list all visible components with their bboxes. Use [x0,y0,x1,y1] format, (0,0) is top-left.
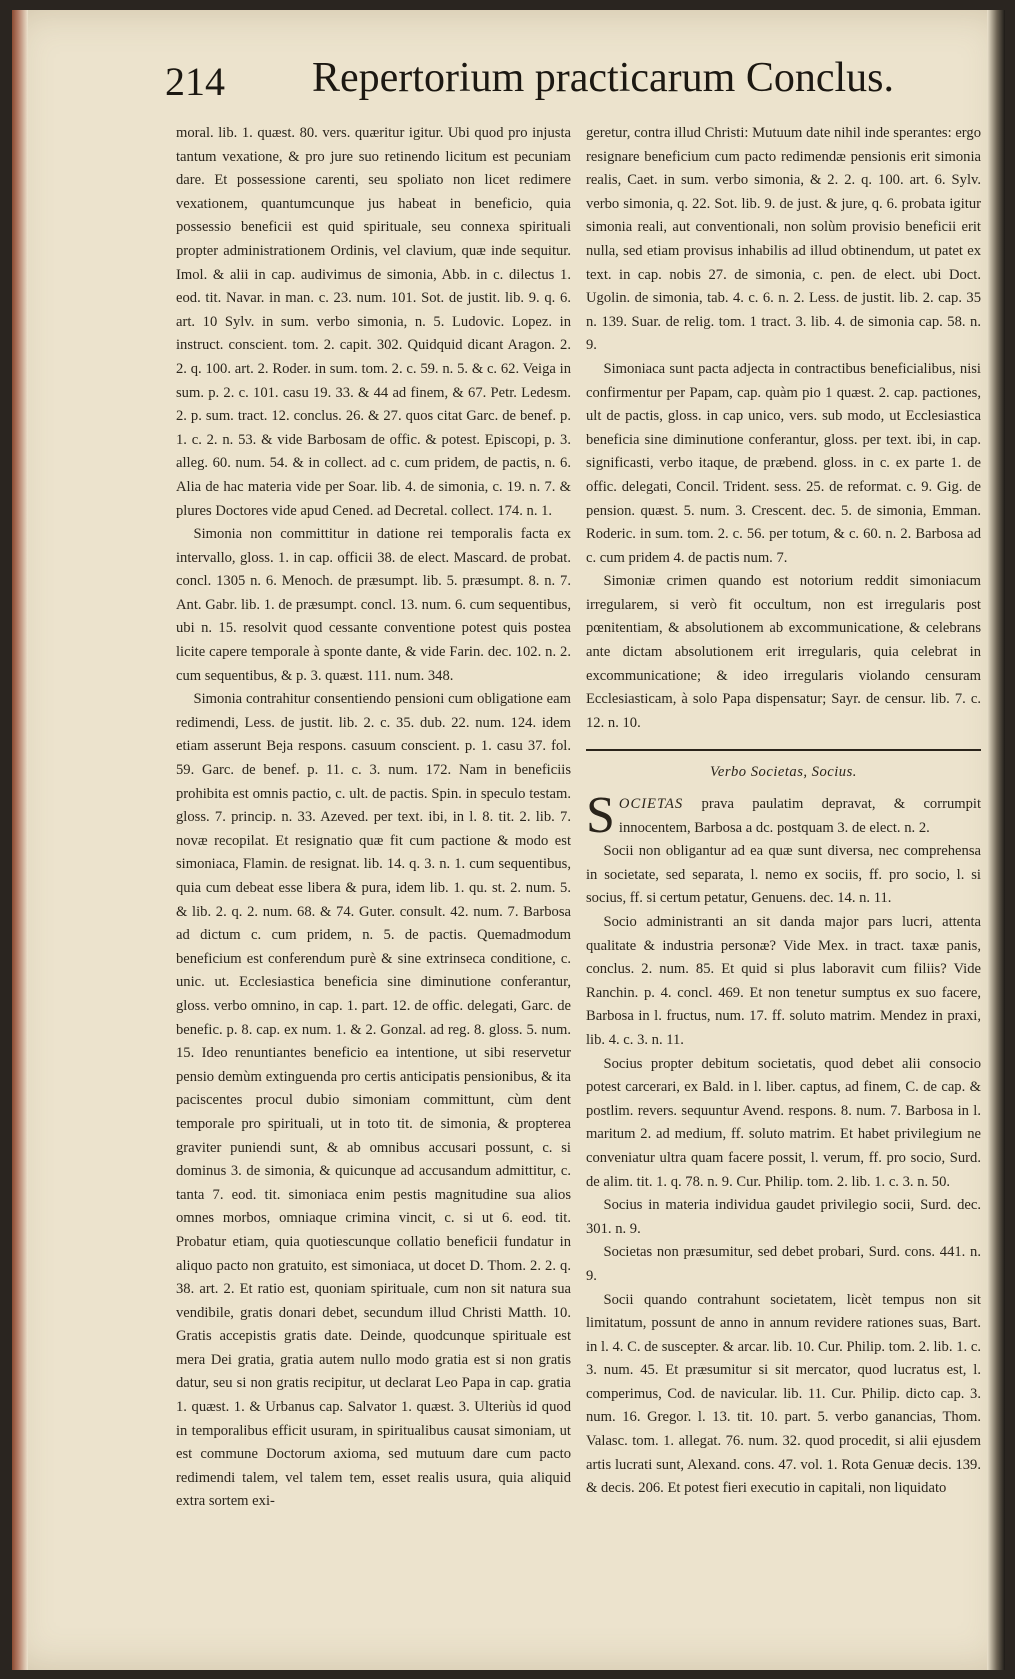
left-paragraph-1: moral. lib. 1. quæst. 80. vers. quæritur igitur. Ubi quod pro injusta tantum vexatione, & pro jure suo retinendo licitum est pecuniam dare. Et possessione carenti, seu spoliato non licet redimere vexationem, quantumcunque jus habeat in beneficio, quia possessio beneficii est quid spirituale, seu connexa spirituali propter administrationem Ordinis, vel clavium, quæ inde sequitur. Imol. & alii in cap. audivimus de simonia, Abb. in c. dilectus 1. eod. tit. Navar. in man. c. 23. num. 101. Sot. de justit. lib. 9. q. 6. art. 10 Sylv. in sum. verbo simonia, n. 5. Ludovic. Lopez. in instruct. conscient. tom. 2. capit. 302. Quidquid dicant Aragon. 2. 2. q. 100. art. 2. Roder. in sum. tom. 2. c. 59. n. 5. & c. 62. Veiga in sum. p. 2. c. 101. casu 19. 33. & 44 ad finem, & 67. Petr. Ledesm. 2. p. sum. tract. 12. conclus. 26. & 27. quos citat Garc. de benef. p. 1. c. 2. n. 53. & vide Barbosam de offic. & potest. Episcopi, p. 3. alleg. 60. num. 54. & in collect. ad c. cum pridem, de pactis, n. 6. Alia de hac materia vide per Soar. lib. 4. de simonia, c. 19. n. 7. & plures Doctores vide apud Cened. ad Decretal. collect. 174. n. 1. [176,125,571,519]
section-divider [586,749,981,751]
drop-capital: S [586,787,615,845]
page-number: 214 [165,59,225,104]
section-paragraph-5: Socius in materia individua gaudet privilegio socii, Surd. dec. 301. n. 9. [586,1197,981,1237]
left-column [176,122,571,1652]
section-opening-paragraph [586,787,981,845]
page-fore-edge [987,10,1005,1670]
page-gutter-edge [12,10,28,1670]
section-paragraph-4: Socius propter debitum societatis, quod debet alii consocio potest carcerari, ex Bald. in l. liber. captus, ad finem, C. de cap. & postlim. revers. sequuntur Avend. respons. 8. num. 7. Barbosa in l. maritum 2. ad medium, ff. soluto matrim. Et habet privilegium ne conveniatur ultra quam facere possit, l. verum, ff. pro socio, Surd. de alim. tit. 1. q. 78. n. 9. Cur. Philip. tom. 2. lib. 1. c. 3. n. 50. [586,1055,981,1190]
right-column [586,122,981,1652]
left-paragraph-2: Simonia non committitur in datione rei temporalis facta ex intervallo, gloss. 1. in cap. officii 38. de elect. Mascard. de probat. concl. 1305 n. 6. Menoch. de præsumpt. lib. 5. præsumpt. 8. n. 7. Ant. Gabr. lib. 1. de præsumpt. concl. 13. num. 6. cum sequentibus, ubi n. 15. resolvit quod cessante conventione potest quis postea licite capere temporale à sponte dante, & vide Farin. dec. 102. n. 2. cum sequentibus, & p. 3. quæst. 111. num. 348. [176,526,571,684]
section-paragraph-7: Socii quando contrahunt societatem, licèt tempus non sit limitatum, possunt de anno in annum revidere rationes suas, Bart. in l. 4. C. de suscepter. & arcar. lib. 10. Cur. Philip. tom. 2. lib. 1. c. 3. num. 45. Et præsumitur si sit mercator, quod lucratus est, l. comperimus, Cod. de navicular. lib. 11. Cur. Philip. dicto cap. 3. num. 16. Gregor. l. 13. tit. 10. part. 5. verbo ganancias, Thom. Valasc. tom. 1. allegat. 76. num. 32. quod procedit, si alii ejusdem artis lucrati sunt, Alexand. cons. 47. vol. 1. Rota Genuæ decis. 139. & decis. 206. Et potest fieri executio in capitali, non liquidato [586,1291,981,1497]
opening-text: prava paulatim depravat, & corrumpit innocentem, Barbosa a dc. postquam 3. de elect. n. 2. [618,796,981,836]
running-head: Repertorium practicarum Conclus. [312,55,894,101]
section-heading: Verbo Societas, Socius. [710,764,857,781]
right-paragraph-2: Simoniaca sunt pacta adjecta in contractibus beneficialibus, nisi confirmentur per Papam, cap. quàm pio 1 quæst. 2. cap. pactiones, ult de pactis, gloss. in cap unico, vers. sub modo, ut Ecclesiastica beneficia sine diminutione conferantur, gloss. per text. ibi, in cap. significasti, verbo itaque, de præbend. gloss. in c. ex parte 1. de offic. delegati, Concil. Trident. sess. 25. de reformat. c. 9. Gig. de pension. quæst. 5. num. 3. Crescent. dec. 5. de simonia, Emman. Roderic. in sum. tom. 2. c. 56. per totum, & c. 60. n. 2. Barbosa ad c. cum pridem 4. de pactis num. 7. [586,360,981,566]
section-paragraph-3: Socio administranti an sit danda major pars lucri, attenta qualitate & industria personæ? Vide Mex. in tract. taxæ panis, conclus. 2. num. 85. Et quid si plus laboravit cum filiis? Vide Ranchin. p. 4. concl. 469. Et non tenetur sumptus ex suo facere, Barbosa in l. fructus, num. 17. ff. soluto matrim. Mendez in praxi, lib. 4. c. 3. n. 11. [586,914,981,1048]
section-paragraph-6: Societas non præsumitur, sed debet probari, Surd. cons. 441. n. 9. [586,1244,981,1284]
lead-word: OCIETAS [618,796,684,813]
section-paragraph-2: Socii non obligantur ad ea quæ sunt diversa, nec comprehensa in societate, sed separata, l. nemo ex sociis, ff. pro socio, l. si socius, ff. si certum petatur, Genuens. dec. 14. n. 11. [586,843,981,907]
right-paragraph-3: Simoniæ crimen quando est notorium reddit simoniacum irregularem, si verò fit occultum, non est irregularis post pœnitentiam, & absolutionem ab excommunicatione, & celebrans ante dictam absolutionem erit irregularis, quia celebrat in excommunicatione; & ideo irregularis violando censuram Ecclesiasticam, à solo Papa dispensatur; Sayr. de censur. lib. 7. c. 12. n. 10. [586,573,981,731]
left-paragraph-3: Simonia contrahitur consentiendo pensioni cum obligatione eam redimendi, Less. de justit. lib. 2. c. 35. dub. 22. num. 124. idem etiam asserunt Beja respons. casuum conscient. p. 1. casu 37. fol. 59. Garc. de benef. p. 11. c. 3. num. 172. Nam in beneficiis prohibita est omnis pactio, c. ult. de pactis. Spin. in speculo testam. gloss. 7. princip. n. 33. Azeved. per text. ibi, in l. 8. tit. 2. lib. 7. novæ recopilat. Et resignatio quæ fit cum pactione & modo est simoniaca, Flamin. de resignat. lib. 14. q. 3. n. 1. cum sequentibus, quia cum debeat esse libera & pura, idem lib. 1. qu. st. 2. num. 5. & lib. 2. q. 2. num. 68. & 74. Guter. consult. 42. num. 7. Barbosa ad dictum c. cum pridem, n. 5. de pactis. Quemadmodum beneficium est conferendum purè & sine extrinseca conditione, c. unic. ut. Ecclesiastica beneficia sine diminutione conferantur, gloss. verbo omnino, in cap. 1. part. 12. de offic. delegati, Garc. de benefic. p. 8. cap. ex num. 1. & 2. Gonzal. ad reg. 8. gloss. 5. num. 15. Ideo renuntiantes beneficio ea intentione, ut sibi reservetur pensio demùm extinguenda pro certis anticipatis pensionibus, & ita paciscentes procul dubio simoniam committunt, cùm dent temporale pro spirituali, ut in toto tit. de simonia, & propterea graviter puniendi sunt, & ab omnibus accusari possunt, c. si dominus 3. de simonia, & quicunque ad accusandum admittitur, c. tanta 7. eod. tit. simoniaca enim pestis magnitudine sua alios omnes morbos, omniaque crimina vincit, c. si ut 6. eod. tit. Probatur etiam, quia quotiescunque collatio beneficii fundatur in aliquo pacto non gratuito, est simoniaca, ut docet D. Thom. 2. 2. q. 38. art. 2. Et ratio est, quoniam spirituale, cum non sit natura sua vendibile, gratis donari debet, secundum illud Christi Matth. 10. Gratis accepistis gratis date. Deinde, quodcunque spirituale est mera Dei gratia, gratia autem nullo modo gratia est si non gratis datur, seu si non gratis recipitur, ut declarat Leo Papa in cap. gratia 1. quæst. 1. & Urbanus cap. Salvator 1. quæst. 3. Ulteriùs id quod in temporalibus efficit usuram, in spiritualibus causat simoniam, ut est commune Doctorum axioma, sed mutuum dare cum pacto redimendi talem, vel talem tem, esset realis usura, quia aliquid extra sortem exi- [176,691,571,1510]
right-paragraph-1: geretur, contra illud Christi: Mutuum date nihil inde sperantes: ergo resignare beneficium cum pacto redimendæ pensionis erit simonia realis, Caet. in sum. verbo simonia, & 2. 2. q. 100. art. 6. Sylv. verbo simonia, q. 22. Sot. lib. 9. de just. & jure, q. 6. probata igitur simonia reali, aut conventionali, non solùm provisio beneficii erit nulla, sed etiam provisus inhabilis ad illud obtinendum, ut patet ex text. in cap. nobis 27. de simonia, c. pen. de elect. ubi Doct. Ugolin. de simonia, tab. 4. c. 6. n. 2. Less. de justit. lib. 2. cap. 35 n. 139. Suar. de relig. tom. 1 tract. 3. lib. 4. de simonia cap. 58. n. 9. [586,125,981,354]
book-page [12,10,1005,1670]
